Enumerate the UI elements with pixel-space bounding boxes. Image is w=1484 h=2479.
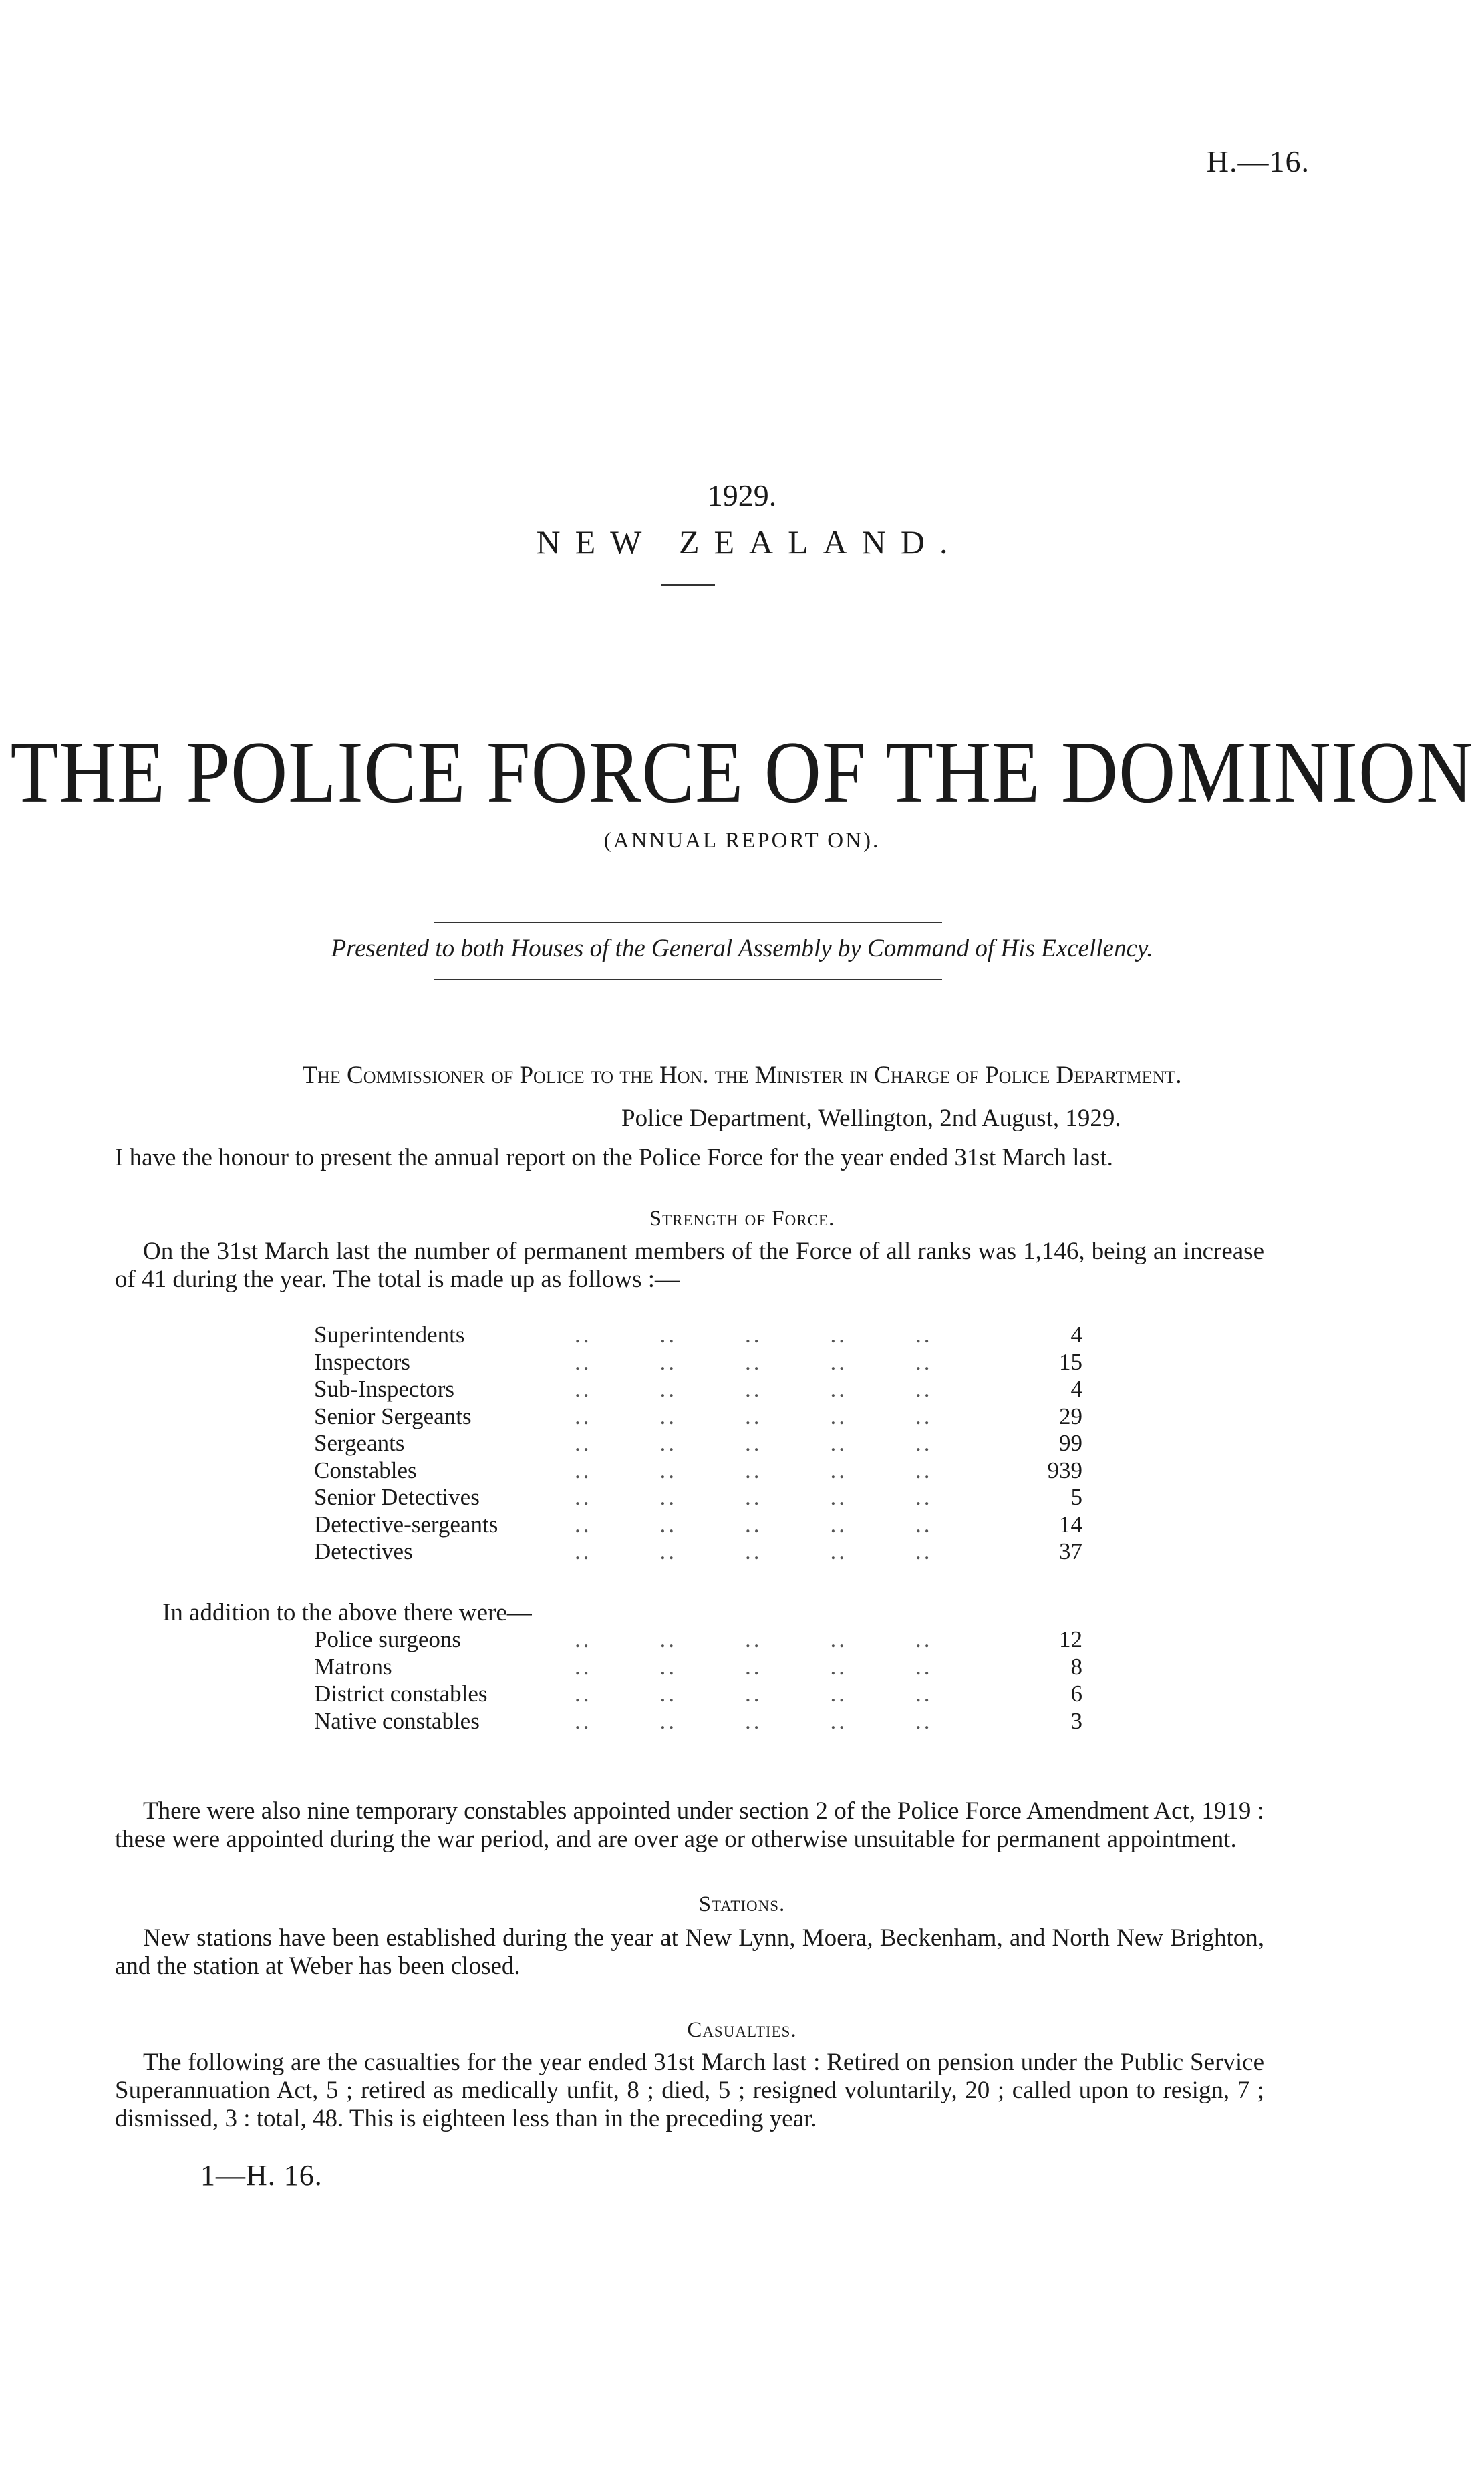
table-row: [314, 1538, 1082, 1566]
strength-text: On the 31st March last the number of permanent members of the Force of all ranks was 1,146, being an increase of 41 during the year. The total is made up as follows :—: [115, 1237, 1264, 1293]
letter-salutation: The Commissioner of Police to the Hon. the Minister in Charge of Police Department.: [302, 1062, 1182, 1089]
table-row: [314, 1681, 1082, 1708]
leader-dots: .. .. .. .. ..: [575, 1626, 933, 1652]
row-value: 14: [1059, 1511, 1082, 1538]
row-value: 15: [1059, 1348, 1082, 1375]
row-value: 29: [1059, 1403, 1082, 1429]
row-label: Sub-Inspectors: [314, 1376, 454, 1402]
row-value: 99: [1059, 1430, 1082, 1456]
letter-dateline: Police Department, Wellington, 2nd August, 1929.: [621, 1105, 1121, 1132]
section-heading-casualties: Casualties.: [687, 2018, 797, 2042]
row-label: Detectives: [314, 1538, 413, 1564]
footer-page-code: 1—H. 16.: [200, 2159, 323, 2192]
row-value: 3: [1070, 1707, 1082, 1734]
row-value: 939: [1047, 1457, 1082, 1483]
table-row: [314, 1708, 1082, 1735]
page-code: H.—16.: [1206, 144, 1310, 178]
strength-paragraph: [115, 1237, 1264, 1294]
table-row: [314, 1626, 1082, 1654]
leader-dots: .. .. .. .. ..: [575, 1484, 933, 1510]
row-value: 37: [1059, 1538, 1082, 1564]
table-row: [314, 1654, 1082, 1681]
casualties-paragraph: [115, 2049, 1264, 2133]
presentation-note: Presented to both Houses of the General Assembly by Command of His Excellency.: [331, 935, 1153, 962]
leader-dots: .. .. .. .. ..: [575, 1376, 933, 1402]
section-heading-strength: Strength of Force.: [649, 1207, 835, 1231]
leader-dots: .. .. .. .. ..: [575, 1511, 933, 1538]
row-value: 6: [1070, 1681, 1082, 1707]
stations-paragraph: [115, 1924, 1264, 1981]
top-rule-divider: [434, 922, 942, 923]
row-label: Superintendents: [314, 1322, 465, 1348]
table-row: [314, 1376, 1082, 1403]
section-heading-stations: Stations.: [698, 1892, 786, 1916]
report-year: 1929.: [707, 478, 777, 513]
table-row: [314, 1484, 1082, 1511]
row-value: 4: [1070, 1376, 1082, 1402]
row-label: Native constables: [314, 1707, 480, 1734]
additional-staff-table: [314, 1626, 1082, 1735]
leader-dots: .. .. .. .. ..: [575, 1653, 933, 1680]
row-label: Matrons: [314, 1653, 392, 1680]
leader-dots: .. .. .. .. ..: [575, 1681, 933, 1707]
row-label: District constables: [314, 1681, 488, 1707]
row-label: Senior Sergeants: [314, 1403, 472, 1429]
row-label: Police surgeons: [314, 1626, 462, 1652]
row-label: Senior Detectives: [314, 1484, 480, 1510]
country-heading: NEW ZEALAND.: [536, 523, 963, 561]
leader-dots: .. .. .. .. ..: [575, 1538, 933, 1564]
row-label: Constables: [314, 1457, 417, 1483]
row-value: 4: [1070, 1322, 1082, 1348]
leader-dots: .. .. .. .. ..: [575, 1403, 933, 1429]
row-value: 8: [1070, 1653, 1082, 1680]
intro-paragraph: [115, 1144, 1264, 1172]
table-row: [314, 1349, 1082, 1376]
temporary-constables-paragraph: [115, 1797, 1264, 1854]
leader-dots: .. .. .. .. ..: [575, 1348, 933, 1375]
temporary-text: There were also nine temporary constables appointed under section 2 of the Police Force Amendment Act, 1919 : these were appointed during the war period, and are over age or otherwise unsuitable for permanent appointment.: [115, 1797, 1264, 1853]
row-label: Sergeants: [314, 1430, 405, 1456]
row-value: 12: [1059, 1626, 1082, 1652]
table-row: [314, 1457, 1082, 1485]
document-title: THE POLICE FORCE OF THE DOMINION: [10, 723, 1474, 821]
casualties-text: The following are the casualties for the year ended 31st March last : Retired on pension under the Public Service Superannuation Act, 5 ; retired as medically unfit, 8 ; died, 5 ; resigned voluntarily, 20 ; called upon to resign, 7 ; dismissed, 3 : total, 48. This is eighteen less than in the preceding year.: [115, 2049, 1264, 2132]
short-rule-divider: [661, 584, 715, 586]
stations-text: New stations have been established during the year at New Lynn, Moera, Beckenham, and North New Brighton, and the station at Weber has been closed.: [115, 1924, 1264, 1980]
bottom-rule-divider: [434, 979, 942, 980]
table-row: [314, 1403, 1082, 1431]
table-row: [314, 1430, 1082, 1457]
table-row: [314, 1511, 1082, 1539]
leader-dots: .. .. .. .. ..: [575, 1457, 933, 1483]
row-label: Detective-sergeants: [314, 1511, 498, 1538]
ranks-table: [314, 1322, 1082, 1566]
intro-text: I have the honour to present the annual report on the Police Force for the year ended 31st March last.: [115, 1144, 1113, 1171]
addition-intro: In addition to the above there were—: [162, 1599, 532, 1626]
row-value: 5: [1070, 1484, 1082, 1510]
leader-dots: .. .. .. .. ..: [575, 1322, 933, 1348]
table-row: [314, 1322, 1082, 1349]
row-label: Inspectors: [314, 1348, 410, 1375]
leader-dots: .. .. .. .. ..: [575, 1707, 933, 1734]
document-subtitle: (ANNUAL REPORT ON).: [603, 829, 881, 853]
leader-dots: .. .. .. .. ..: [575, 1430, 933, 1456]
